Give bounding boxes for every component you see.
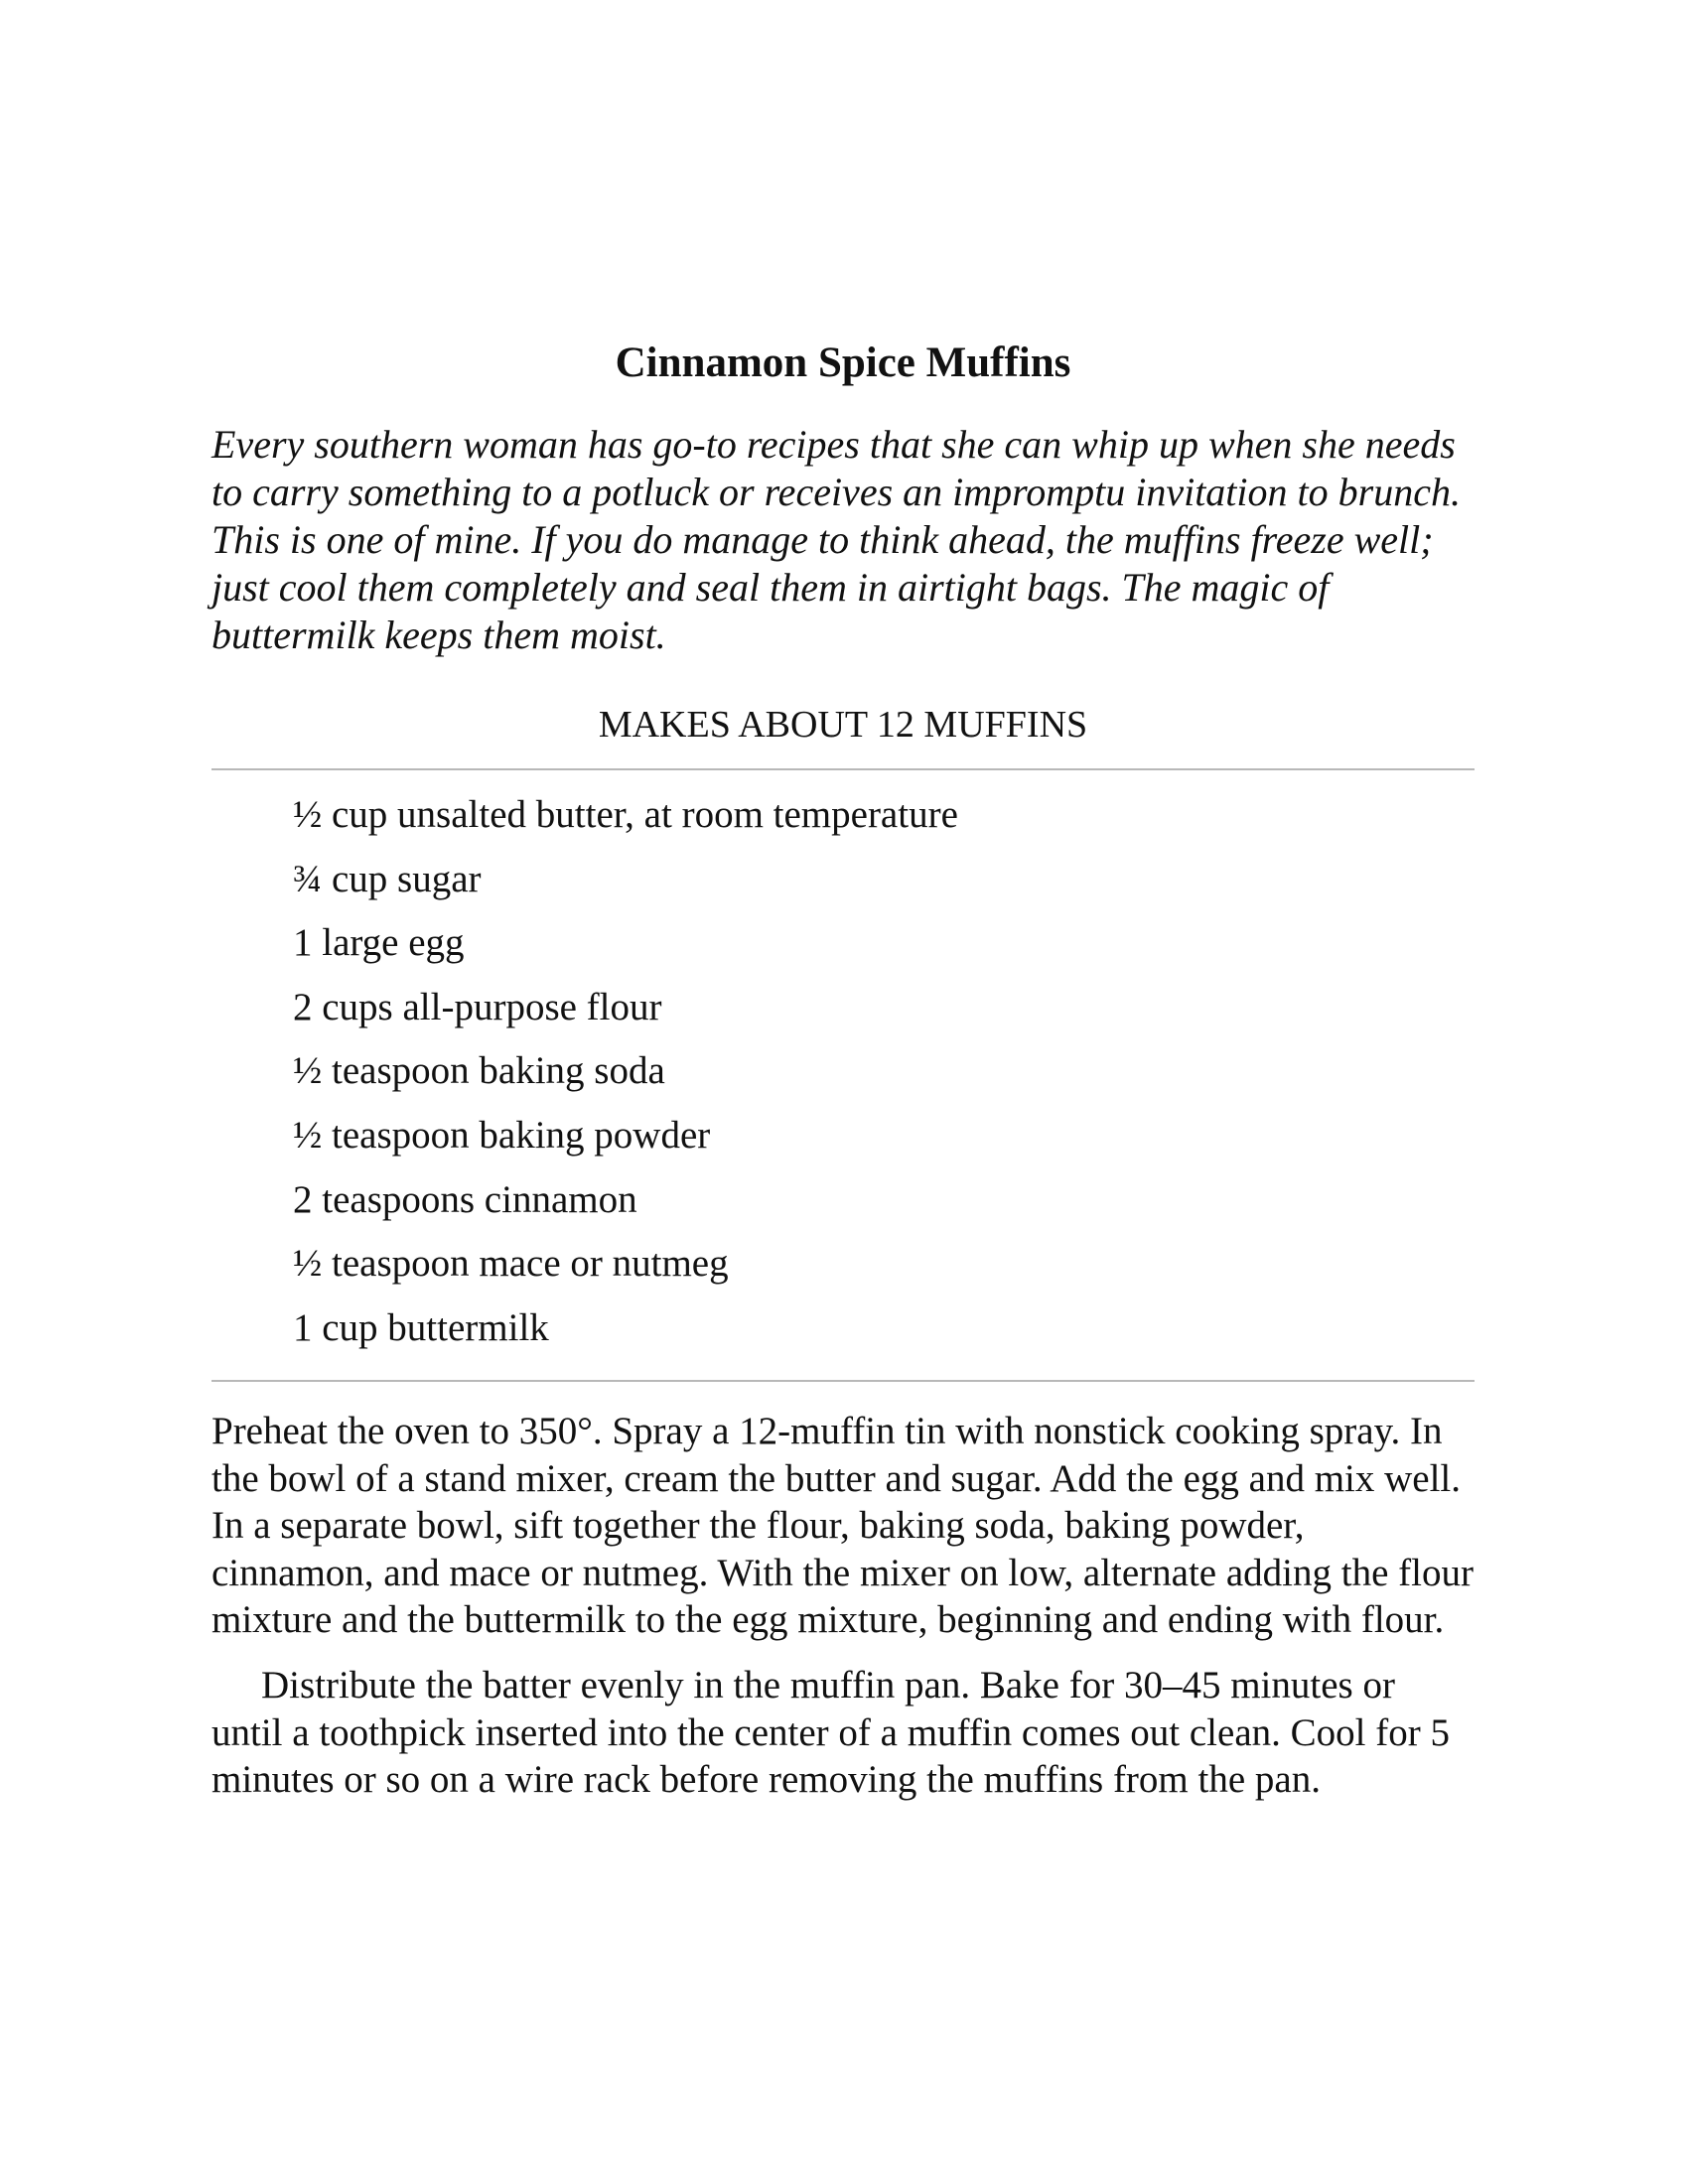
ingredient-item: 2 cups all-purpose flour — [293, 985, 662, 1028]
ingredient-item: 1 large egg — [293, 921, 465, 965]
method-section — [211, 1408, 1475, 1822]
method-paragraph: Preheat the oven to 350°. Spray a 12-muffin tin with nonstick cooking spray. In the bowl of a stand mixer, cream the butter and sugar. Add the egg and mix well. In a separate bowl, sift together the flour, baking soda, baking powder, cinnamon, and mace or nutmeg. With the mixer on low, alternate adding the flour mixture and the buttermilk to the egg mixture, beginning and ending with flour. — [211, 1410, 1474, 1642]
method-paragraph: Distribute the batter evenly in the muffin pan. Bake for 30–45 minutes or until a toothpick inserted into the center of a muffin comes out clean. Cool for 5 minutes or so on a wire rack before removing the muffins from the pan. — [211, 1663, 1450, 1802]
ingredient-item: 1 cup buttermilk — [293, 1305, 549, 1349]
ingredient-item: ½ teaspoon mace or nutmeg — [293, 1242, 729, 1286]
recipe-intro: Every southern woman has go-to recipes that she can whip up when she needs to carry something to a potluck or receives an impromptu invitation to brunch. This is one of mine. If you do manage to think ahead, the muffins freeze well; just cool them completely and seal them in airtight bags. The magic of buttermilk keeps them moist. — [211, 422, 1461, 657]
ingredient-item: ½ teaspoon baking soda — [293, 1049, 665, 1093]
ingredients-bottom-divider — [211, 1380, 1475, 1382]
recipe-yield: MAKES ABOUT 12 MUFFINS — [598, 704, 1088, 746]
recipe-title: Cinnamon Spice Muffins — [615, 340, 1071, 386]
ingredients-top-divider — [211, 768, 1475, 770]
ingredient-item: 2 teaspoons cinnamon — [293, 1177, 637, 1221]
ingredient-item: ¾ cup sugar — [293, 857, 482, 900]
ingredient-item: ½ teaspoon baking powder — [293, 1113, 711, 1157]
ingredients-list — [293, 792, 1435, 1369]
ingredient-item: ½ cup unsalted butter, at room temperature — [293, 793, 958, 836]
